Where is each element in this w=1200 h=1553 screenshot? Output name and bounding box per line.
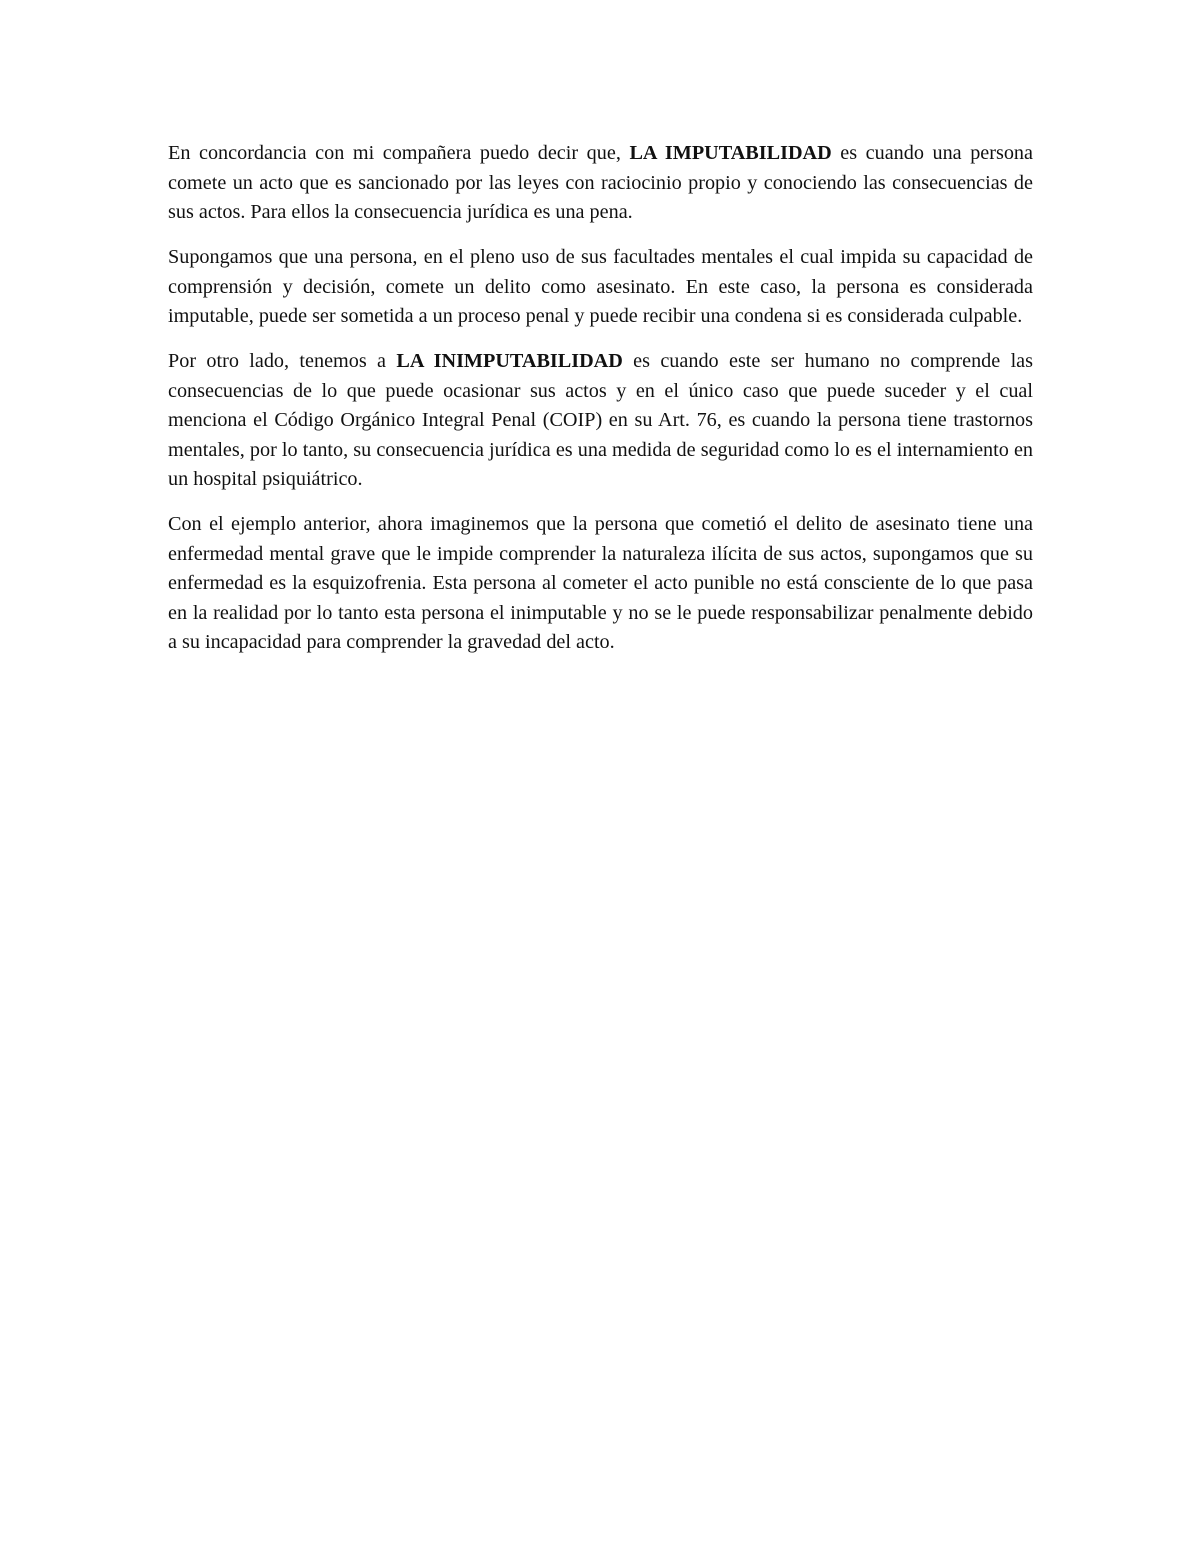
paragraph-text: Por otro lado, tenemos a	[168, 350, 397, 372]
paragraph-inimputabilidad	[168, 347, 1033, 495]
paragraph-text: En concordancia con mi compañera puedo decir que,	[168, 142, 630, 164]
document-body	[168, 139, 1033, 673]
paragraph-text: es cuando este ser humano no comprende las consecuencias de lo que puede ocasionar sus actos y en el único caso que puede suceder y el cual menciona el Código Orgánico Integral Penal (COIP) en su Art. 76, es cuando la persona tiene trastornos mentales, por lo tanto, su consecuencia jurídica es una medida de seguridad como lo es el internamiento en un hospital psiquiátrico.	[168, 350, 1033, 490]
paragraph-text: es cuando una persona comete un acto que es sancionado por las leyes con raciocinio propio y conociendo las consecuencias de sus actos. Para ellos la consecuencia jurídica es una pena.	[168, 142, 1033, 223]
bold-term-imputabilidad: LA IMPUTABILIDAD	[629, 142, 832, 164]
paragraph-imputabilidad	[168, 139, 1033, 228]
paragraph-example-inimputable: Con el ejemplo anterior, ahora imaginemos que la persona que cometió el delito de asesinato tiene una enfermedad mental grave que le impide comprender la naturaleza ilícita de sus actos, supongamos que su enfermedad es la esquizofrenia. Esta persona al cometer el acto punible no está consciente de lo que pasa en la realidad por lo tanto esta persona el inimputable y no se le puede responsabilizar penalmente debido a su incapacidad para comprender la gravedad del acto.	[168, 513, 1033, 653]
paragraph-example-imputable: Supongamos que una persona, en el pleno uso de sus facultades mentales el cual impida su capacidad de comprensión y decisión, comete un delito como asesinato. En este caso, la persona es considerada imputable, puede ser sometida a un proceso penal y puede recibir una condena si es considerada culpable.	[168, 246, 1033, 327]
bold-term-inimputabilidad: LA INIMPUTABILIDAD	[396, 350, 623, 372]
